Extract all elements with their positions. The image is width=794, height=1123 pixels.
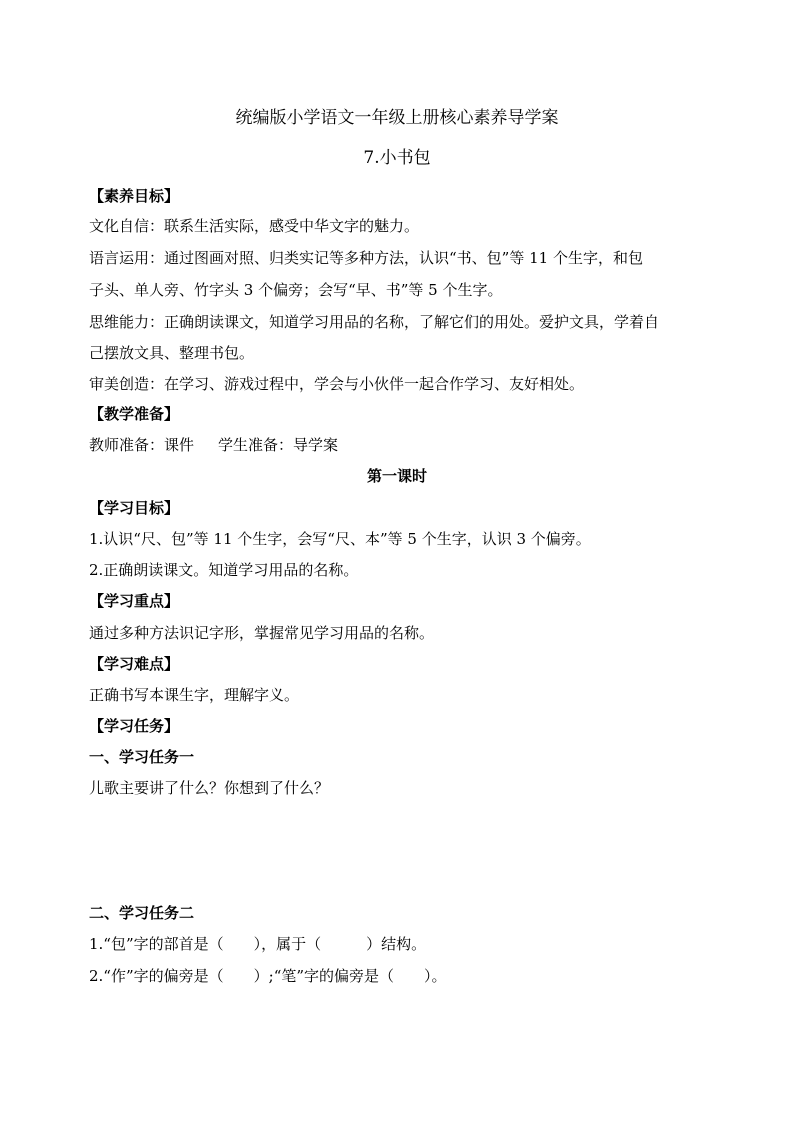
tasks-heading: 【学习任务】 bbox=[89, 717, 180, 735]
goal-language-line2: 子头、单人旁、竹字头 3 个偏旁；会写“早、书”等 5 个生字。 bbox=[89, 281, 503, 299]
task-1-question: 儿歌主要讲了什么？你想到了什么？ bbox=[89, 779, 330, 797]
difficulties-heading: 【学习难点】 bbox=[89, 655, 180, 673]
lesson-title: 7.小书包 bbox=[363, 148, 431, 168]
task-2-heading: 二、学习任务二 bbox=[89, 904, 195, 922]
task-2-question-2: 2.“作”字的偏旁是（ ）;“笔”字的偏旁是（ ）。 bbox=[89, 967, 447, 985]
task-1-heading: 一、学习任务一 bbox=[89, 748, 195, 766]
prep-teacher: 教师准备：课件 bbox=[89, 436, 195, 454]
key-points-heading: 【学习重点】 bbox=[89, 592, 180, 610]
prep-line bbox=[89, 435, 709, 455]
study-goals-heading: 【学习目标】 bbox=[89, 499, 180, 517]
goal-language-line1: 语言运用：通过图画对照、归类实记等多种方法，认识“书、包”等 11 个生字，和包 bbox=[89, 249, 643, 267]
prep-heading: 【教学准备】 bbox=[89, 405, 180, 423]
prep-student: 学生准备：导学案 bbox=[218, 436, 339, 454]
lesson-period-heading: 第一课时 bbox=[366, 467, 427, 485]
key-points-text: 通过多种方法识记字形，掌握常见学习用品的名称。 bbox=[89, 624, 435, 642]
task-2-question-1: 1.“包”字的部首是（ ），属于（ ）结构。 bbox=[89, 935, 427, 953]
goal-culture: 文化自信：联系生活实际，感受中华文字的魅力。 bbox=[89, 217, 420, 235]
study-goal-2: 2.正确朗读课文。知道学习用品的名称。 bbox=[89, 561, 359, 579]
goal-thinking-line1: 思维能力：正确朗读课文，知道学习用品的名称，了解它们的用处。爱护文具，学着自 bbox=[89, 313, 660, 331]
goals-heading: 【素养目标】 bbox=[89, 187, 180, 205]
document-title: 统编版小学语文一年级上册核心素养导学案 bbox=[235, 108, 559, 128]
difficulties-text: 正确书写本课生字，理解字义。 bbox=[89, 686, 300, 704]
goal-thinking-line2: 己摆放文具、整理书包。 bbox=[89, 344, 255, 362]
goal-aesthetic: 审美创造：在学习、游戏过程中，学会与小伙伴一起合作学习、友好相处。 bbox=[89, 375, 585, 393]
study-goal-1: 1.认识“尺、包”等 11 个生字，会写“尺、本”等 5 个生字，认识 3 个偏旁。 bbox=[89, 530, 591, 548]
